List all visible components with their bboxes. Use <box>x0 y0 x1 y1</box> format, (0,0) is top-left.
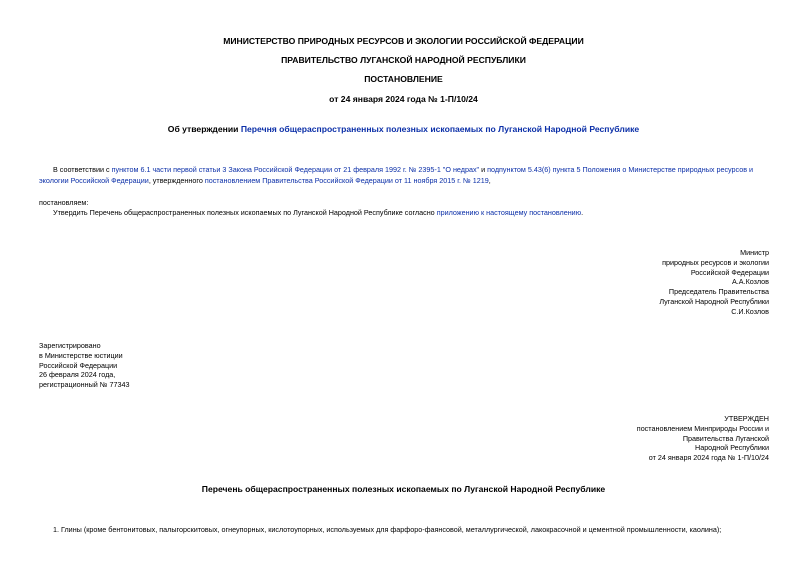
preamble-text-2: и <box>479 165 488 174</box>
document-type: ПОСТАНОВЛЕНИЕ <box>364 74 443 84</box>
signature-line: Российской Федерации <box>690 267 769 277</box>
signature-block <box>659 248 769 317</box>
approval-line: от 24 января 2024 года № 1-П/10/24 <box>648 453 769 463</box>
preamble-link-regulation[interactable]: подпунктом 5.43(6) пункта 5 Положения о Министерстве природных ресурсов и экологии Российской Федерации <box>39 165 754 185</box>
preamble-paragraph <box>39 164 772 186</box>
title-prefix: Об утверждении <box>167 124 241 134</box>
approval-block <box>637 414 769 463</box>
preamble-link-law[interactable]: пунктом 6.1 части первой статьи 3 Закона Российской Федерации от 21 февраля 1992 г. № 2395-1 "О недрах" <box>111 165 480 174</box>
approval-line: постановлением Минприроды России и <box>636 423 769 433</box>
registration-line: Зарегистрировано <box>39 341 101 350</box>
signature-line: А.А.Козлов <box>732 277 769 287</box>
registration-line: регистрационный № 77343 <box>39 380 130 390</box>
signature-line: Луганской Народной Республики <box>659 296 769 306</box>
document-date-number: от 24 января 2024 года № 1-П/10/24 <box>329 94 478 104</box>
signature-line: С.И.Козлов <box>731 306 769 316</box>
document-title <box>0 124 807 135</box>
signature-line: Председатель Правительства <box>668 287 769 297</box>
signature-line: Министр <box>740 248 769 257</box>
approval-line: Правительства Луганской <box>682 433 769 443</box>
resolve-text: Утвердить Перечень общераспространенных полезных ископаемых по Луганской Народной Республике согласно <box>53 208 437 217</box>
approval-line: Народной Республики <box>695 443 769 453</box>
preamble-link-decree[interactable]: постановлением Правительства Российской Федерации от 11 ноября 2015 г. № 1219 <box>204 176 489 185</box>
preamble-text-4: , <box>488 176 491 185</box>
preamble-text-3: , утвержденного <box>148 176 205 185</box>
title-link[interactable]: Перечня общераспространенных полезных ископаемых по Луганской Народной Республике <box>240 124 640 134</box>
government-heading: ПРАВИТЕЛЬСТВО ЛУГАНСКОЙ НАРОДНОЙ РЕСПУБЛИКИ <box>281 55 526 65</box>
appendix-link[interactable]: приложению к настоящему постановлению <box>436 208 582 217</box>
registration-block <box>39 341 129 390</box>
list-title: Перечень общераспространенных полезных ископаемых по Луганской Народной Республике <box>201 484 606 494</box>
preamble-text-1: В соответствии с <box>53 165 112 174</box>
list-item: 1. Глины (кроме бентонитовых, палыгорскитовых, огнеупорных, кислотоупорных, используемых для фарфоро-фаянсовой, металлургической, лакокрасочной и цементной промышленности, каолина); <box>53 525 722 534</box>
registration-line: Российской Федерации <box>39 360 118 370</box>
resolve-end: . <box>581 208 584 217</box>
resolve-label: постановляем: <box>39 198 89 207</box>
registration-line: в Министерстве юстиции <box>39 350 123 360</box>
registration-line: 26 февраля 2024 года, <box>39 370 116 380</box>
signature-line: природных ресурсов и экологии <box>662 257 769 267</box>
approval-line: УТВЕРЖДЕН <box>724 414 769 423</box>
resolve-paragraph <box>53 207 773 218</box>
ministry-heading: МИНИСТЕРСТВО ПРИРОДНЫХ РЕСУРСОВ И ЭКОЛОГИИ РОССИЙСКОЙ ФЕДЕРАЦИИ <box>223 36 584 46</box>
